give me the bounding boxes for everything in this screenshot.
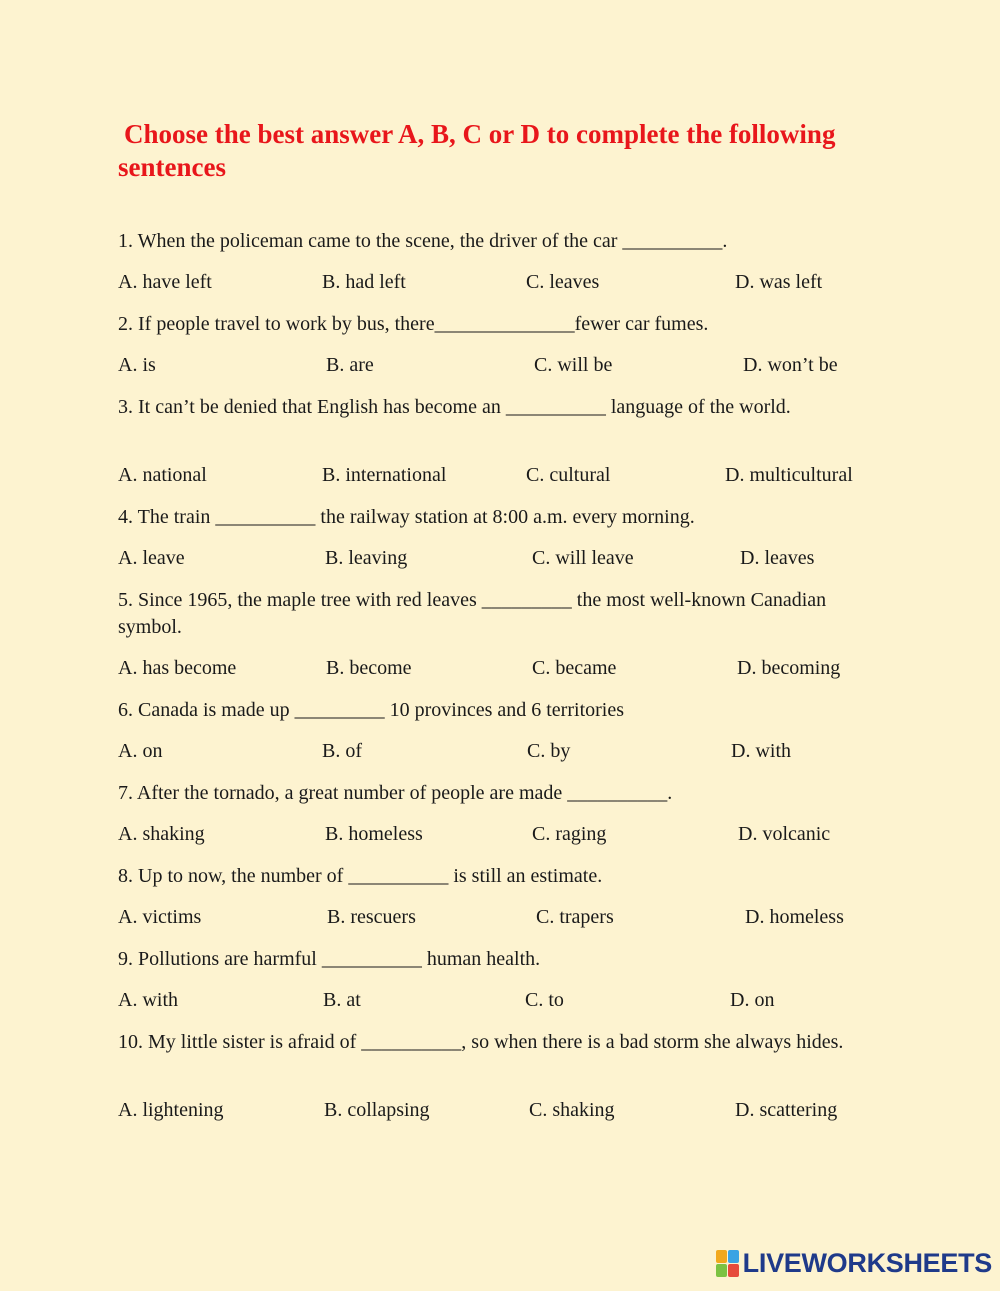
question-4-option-a[interactable]: A. leave [118,547,185,569]
logo-square-4 [728,1264,739,1277]
question-7-option-b[interactable]: B. homeless [325,823,423,845]
question-10-option-b[interactable]: B. collapsing [324,1099,430,1121]
question-8-text: 8. Up to now, the number of __________ is still an estimate. [118,865,603,887]
question-10-option-d[interactable]: D. scattering [735,1099,838,1121]
question-10-text: 10. My little sister is afraid of __________, so when there is a bad storm she always hides. [118,1031,844,1053]
question-8-option-a[interactable]: A. victims [118,906,202,928]
question-6-option-c[interactable]: C. by [527,740,571,762]
logo-text: LIVEWORKSHEETS [742,1247,992,1278]
question-6-option-a[interactable]: A. on [118,740,163,762]
question-5-option-d[interactable]: D. becoming [737,657,841,679]
question-6-option-d[interactable]: D. with [731,740,791,762]
question-8-option-c[interactable]: C. trapers [536,906,614,928]
logo-square-1 [716,1250,727,1263]
question-4-option-d[interactable]: D. leaves [740,547,815,569]
question-2-option-a[interactable]: A. is [118,354,156,376]
question-9-option-d[interactable]: D. on [730,989,775,1011]
question-3-text: 3. It can’t be denied that English has become an __________ language of the world. [118,396,791,418]
question-9-option-c[interactable]: C. to [525,989,564,1011]
question-4-option-c[interactable]: C. will leave [532,547,634,569]
question-2-option-d[interactable]: D. won’t be [743,354,838,376]
question-1-option-b[interactable]: B. had left [322,271,406,293]
question-7-option-a[interactable]: A. shaking [118,823,205,845]
question-7-option-d[interactable]: D. volcanic [738,823,831,845]
question-7-text: 7. After the tornado, a great number of people are made __________. [118,782,673,804]
liveworksheets-logo[interactable] [716,1249,992,1277]
question-5-option-a[interactable]: A. has become [118,657,237,679]
page-title: Choose the best answer A, B, C or D to complete the following sentences [118,119,836,182]
question-5-option-c[interactable]: C. became [532,657,617,679]
question-10-option-a[interactable]: A. lightening [118,1099,224,1121]
question-5-text: 5. Since 1965, the maple tree with red leaves _________ the most well-known Canadian symbol. [118,589,827,638]
question-2-text: 2. If people travel to work by bus, there______________fewer car fumes. [118,313,709,335]
question-4-option-b[interactable]: B. leaving [325,547,408,569]
logo-square-2 [728,1250,739,1263]
question-3-option-a[interactable]: A. national [118,464,207,486]
question-2-option-b[interactable]: B. are [326,354,374,376]
liveworksheets-logo-icon [716,1250,739,1277]
question-9-option-b[interactable]: B. at [323,989,361,1011]
question-6-text: 6. Canada is made up _________ 10 provinces and 6 territories [118,699,624,721]
question-3-option-d[interactable]: D. multicultural [725,464,853,486]
question-1-option-c[interactable]: C. leaves [526,271,600,293]
question-6-option-b[interactable]: B. of [322,740,362,762]
question-4-text: 4. The train __________ the railway station at 8:00 a.m. every morning. [118,506,695,528]
question-9-option-a[interactable]: A. with [118,989,178,1011]
question-8-option-b[interactable]: B. rescuers [327,906,416,928]
question-1-option-d[interactable]: D. was left [735,271,823,293]
question-2-option-c[interactable]: C. will be [534,354,613,376]
question-7-option-c[interactable]: C. raging [532,823,607,845]
logo-square-3 [716,1264,727,1277]
question-1-text: 1. When the policeman came to the scene, the driver of the car __________. [118,230,728,252]
question-8-option-d[interactable]: D. homeless [745,906,844,928]
question-3-option-c[interactable]: C. cultural [526,464,611,486]
question-9-text: 9. Pollutions are harmful __________ human health. [118,948,541,970]
question-5-option-b[interactable]: B. become [326,657,412,679]
question-10-option-c[interactable]: C. shaking [529,1099,615,1121]
question-1-option-a[interactable]: A. have left [118,271,212,293]
question-3-option-b[interactable]: B. international [322,464,447,486]
